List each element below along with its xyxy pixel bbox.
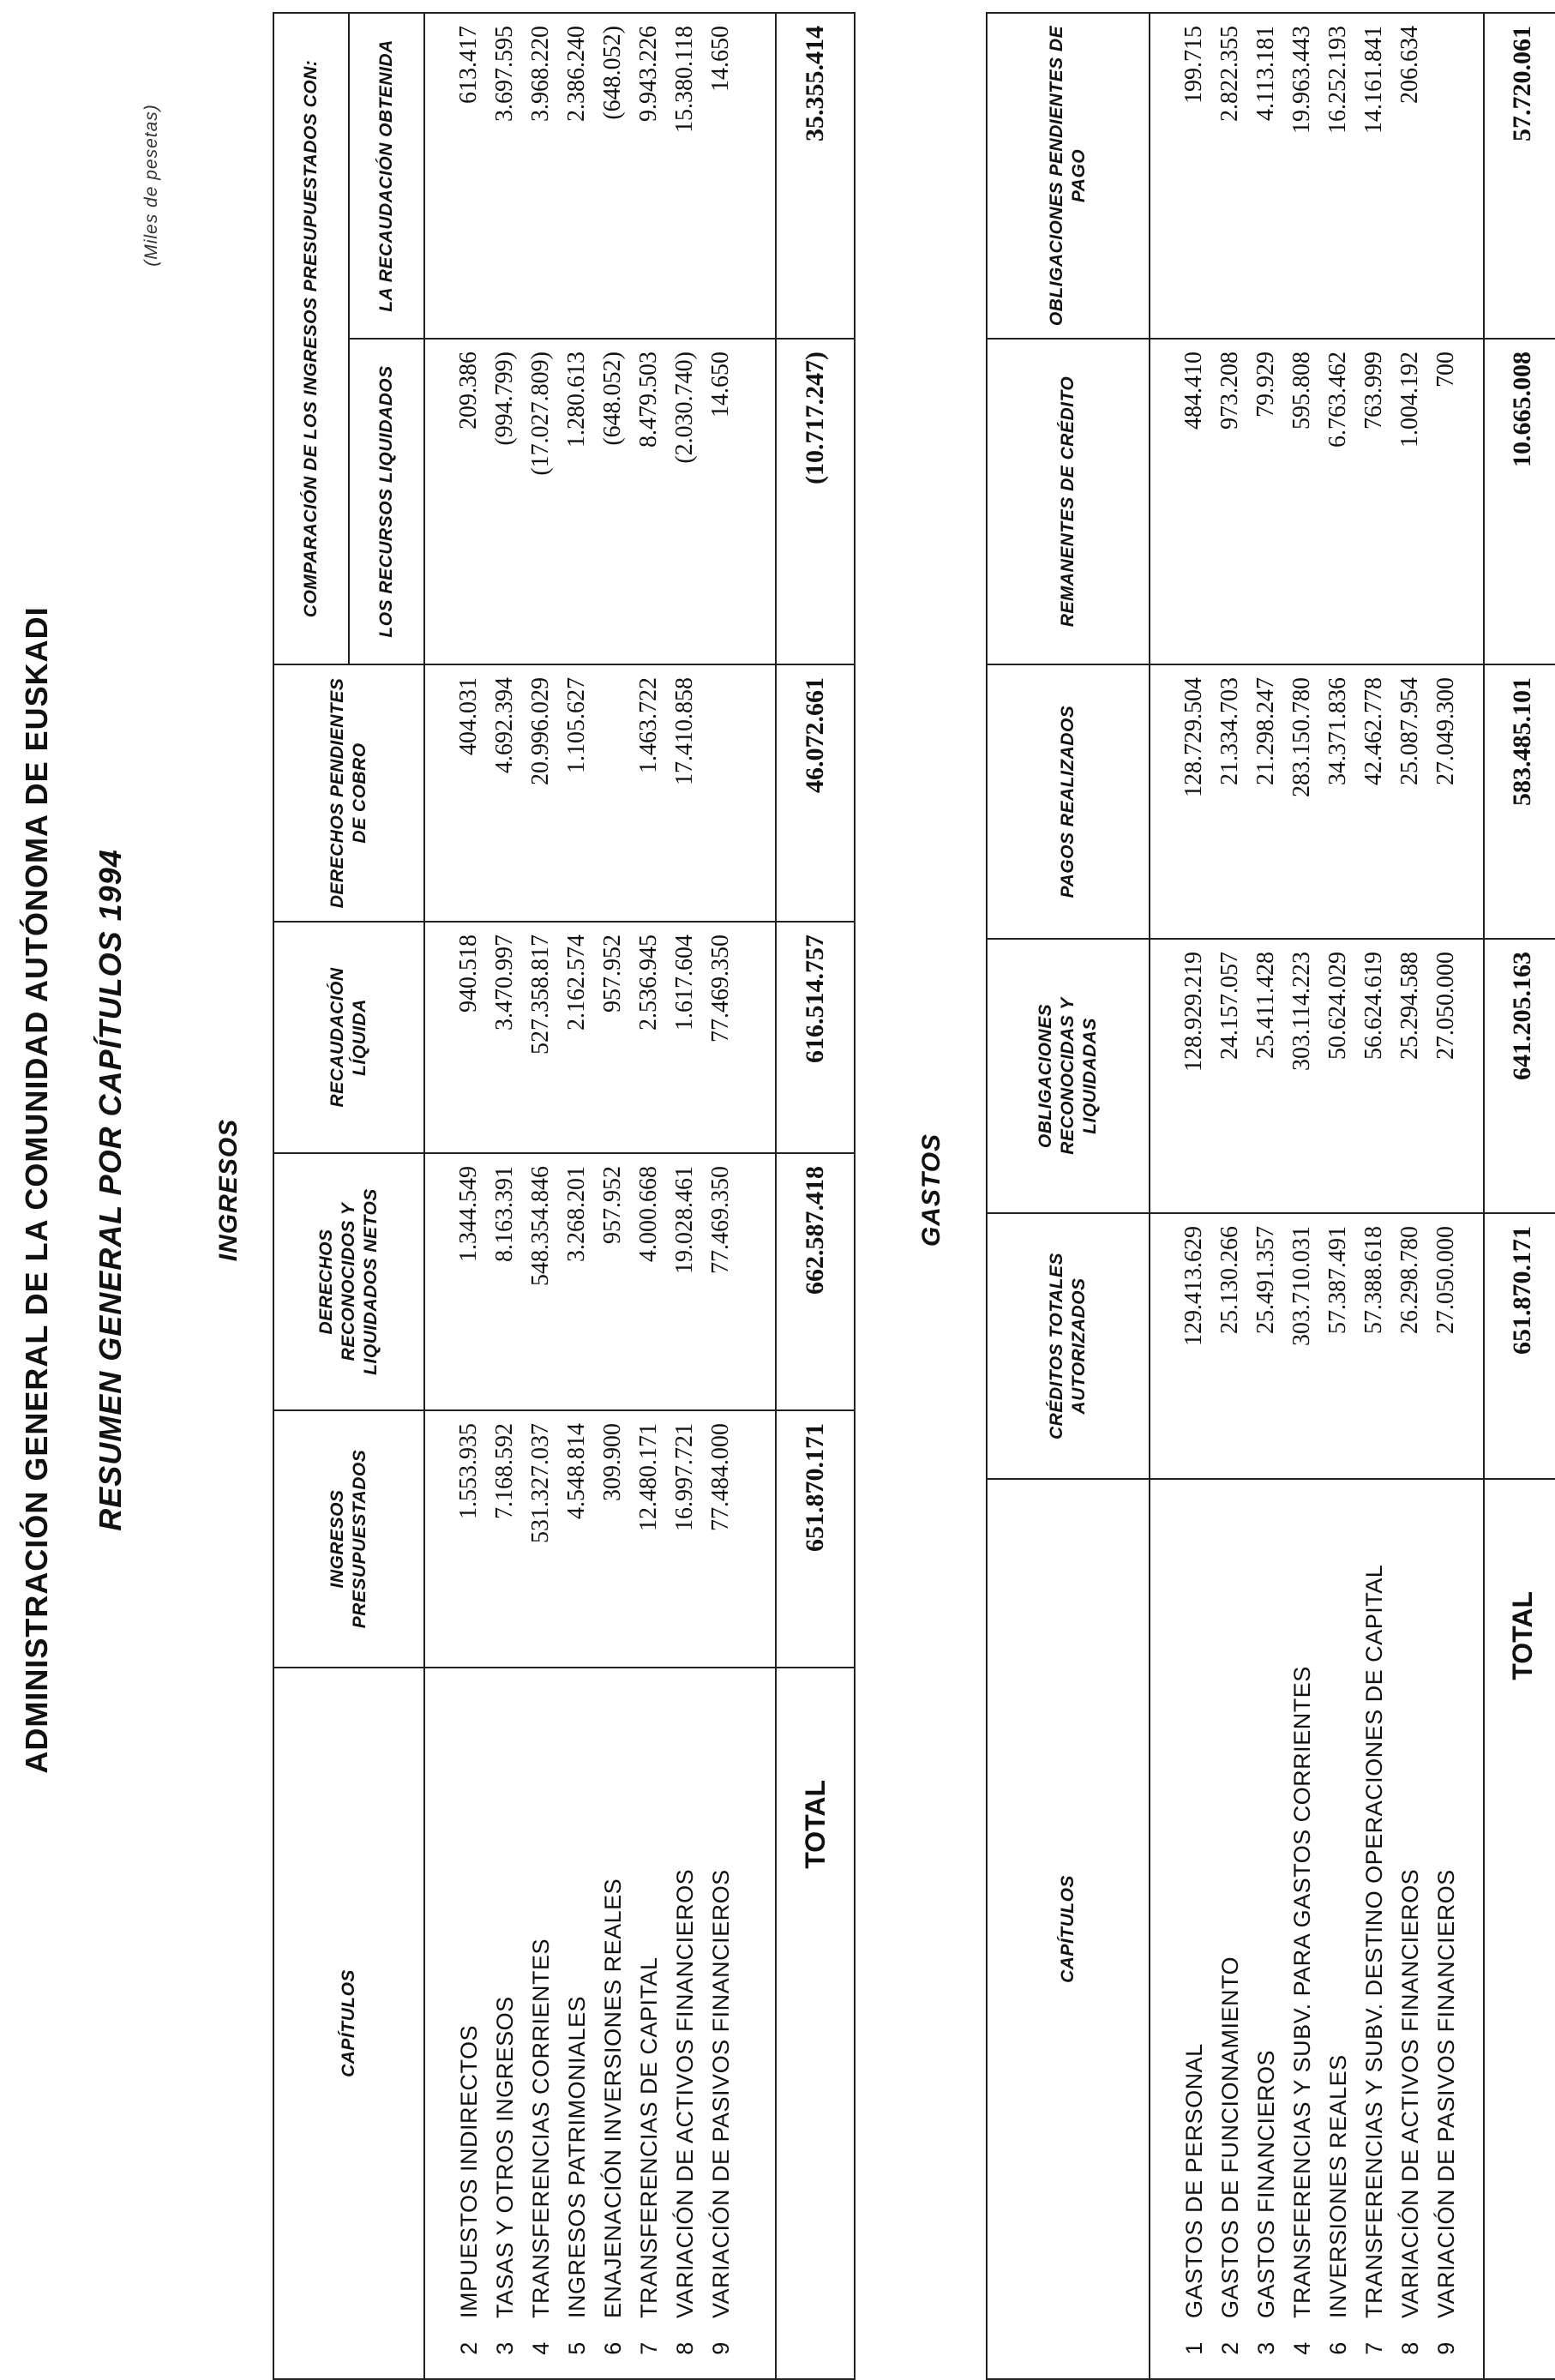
ingresos-header-comparacion: COMPARACIÓN DE LOS INGRESOS PRESUPUESTADOS CON: [273,13,349,664]
table-cell: 21.334.703 [1216,677,1243,785]
table-cell: 1.463.722 [635,677,662,773]
units-note: (Miles de pesetas) [141,104,161,267]
list-item: 7TRANSFERENCIAS Y SUBV. DESTINO OPERACIONES DE CAPITAL [1361,1564,1387,2355]
table-cell: 1.553.935 [455,1423,482,1519]
table-cell: 209.386 [455,352,482,430]
table-cell: 3.470.997 [491,935,518,1031]
list-item: 9VARIACIÓN DE PASIVOS FINANCIEROS [708,1869,734,2355]
table-cell: 16.997.721 [671,1423,698,1531]
ingresos-total-row [776,13,855,2379]
table-cell: 14.650 [707,352,734,418]
ingresos-table [273,12,856,2380]
list-item: 4TRANSFERENCIAS Y SUBV. PARA GASTOS CORRIENTES [1289,1666,1315,2355]
table-cell: 548.354.846 [527,1166,554,1286]
ingresos-total-derechos: 662.587.418 [776,1153,855,1410]
table-cell: 129.413.629 [1180,1226,1207,1346]
ingresos-total-recaudacion: 616.514.757 [776,922,855,1153]
table-cell: 57.387.491 [1324,1226,1351,1334]
table-cell: 527.358.817 [527,935,554,1055]
gastos-header-pagos: PAGOS REALIZADOS [987,664,1150,939]
table-cell: 3.268.201 [563,1166,590,1262]
table-cell: 19.963.443 [1288,26,1315,134]
table-cell: 77.484.000 [707,1423,734,1531]
table-cell: 4.548.814 [563,1423,590,1519]
table-cell: 199.715 [1180,26,1207,104]
table-cell: 2.386.240 [563,25,590,122]
list-item: 7TRANSFERENCIAS DE CAPITAL [636,1956,662,2355]
table-cell: 309.900 [599,1423,626,1501]
table-cell: (17.027.809) [527,352,554,476]
gastos-header-capitulos: CAPÍTULOS [987,1479,1150,2379]
table-cell: 2.162.574 [563,935,590,1031]
table-cell: 42.462.778 [1360,677,1387,785]
table-cell: 531.327.037 [527,1423,554,1543]
gastos-header-remanentes: REMANENTES DE CRÉDITO [987,339,1150,664]
table-cell: 79.929 [1252,352,1279,418]
table-cell: 50.624.029 [1324,952,1351,1060]
table-cell: 27.050.000 [1432,1226,1459,1334]
table-cell: 957.952 [599,935,626,1013]
table-cell: 4.113.181 [1252,26,1279,121]
table-cell: (648.052) [599,352,626,446]
gastos-section-title: GASTOS [917,1133,946,1247]
list-item: 5INGRESOS PATRIMONIALES [564,1995,590,2355]
table-cell: 7.168.592 [491,1423,518,1519]
table-cell: 77.469.350 [707,1166,734,1274]
table-cell: 34.371.836 [1324,677,1351,785]
table-cell: 4.000.668 [635,1166,662,1262]
table-cell: 24.157.057 [1216,952,1243,1060]
table-cell: 17.410.858 [671,677,698,785]
table-cell: 77.469.350 [707,935,734,1043]
table-cell: 2.822.355 [1216,26,1243,122]
table-cell: 1.344.549 [455,1166,482,1262]
table-cell: 15.380.118 [671,25,698,133]
table-cell: 973.208 [1216,352,1243,430]
ingresos-col-recursos [424,339,776,664]
table-cell: 56.624.619 [1360,952,1387,1060]
gastos-col-capitulos [1150,1479,1484,2379]
ingresos-total-recursos: (10.717.247) [776,339,855,664]
table-cell: 613.417 [455,25,482,104]
table-cell: 1.617.604 [671,935,698,1031]
table-cell: 25.491.357 [1252,1226,1279,1334]
ingresos-col-obtenida [424,13,776,339]
ingresos-total-presupuestados: 651.870.171 [776,1410,855,1668]
ingresos-total-obtenida: 35.355.414 [776,13,855,339]
list-item: 3TASAS Y OTROS INGRESOS [492,1996,518,2355]
ingresos-header-recursos: LOS RECURSOS LIQUIDADOS [349,339,424,664]
table-cell: 128.929.219 [1180,952,1207,1072]
ingresos-header-derechos: DERECHOS RECONOCIDOS Y LIQUIDADOS NETOS [273,1153,424,1410]
ingresos-header-capitulos: CAPÍTULOS [273,1668,424,2379]
table-cell [595,677,631,909]
table-cell: 404.031 [455,677,482,755]
gastos-col-remanentes [1150,339,1484,664]
table-cell: 1.004.192 [1396,352,1423,448]
table-cell: (2.030.740) [671,352,698,464]
table-cell: 19.028.461 [671,1166,698,1274]
ingresos-col-pendientes [424,664,776,922]
gastos-col-creditos [1150,1213,1484,1479]
table-cell [1428,26,1464,326]
gastos-total-label: TOTAL [1484,1479,1555,2379]
gastos-total-pagos: 583.485.101 [1484,664,1555,939]
table-cell: 25.294.588 [1396,952,1423,1060]
gastos-total-remanentes: 10.665.008 [1484,339,1555,664]
gastos-col-pagos [1150,664,1484,939]
list-item: 8VARIACIÓN DE ACTIVOS FINANCIEROS [672,1868,698,2355]
ingresos-total-pendientes: 46.072.661 [776,664,855,922]
list-item: 3GASTOS FINANCIEROS [1253,2049,1279,2355]
list-item: 9VARIACIÓN DE PASIVOS FINANCIEROS [1433,1869,1459,2355]
table-cell: 25.411.428 [1252,952,1279,1059]
ingresos-section-title: INGRESOS [214,1118,243,1262]
table-cell: 128.729.504 [1180,677,1207,797]
table-cell: 763.999 [1360,352,1387,430]
ingresos-header-presupuestados: INGRESOS PRESUPUESTADOS [273,1410,424,1668]
table-cell: 25.130.266 [1216,1226,1243,1334]
gastos-header-obligaciones: OBLIGACIONES RECONOCIDAS Y LIQUIDADAS [987,939,1150,1213]
gastos-total-obligaciones: 641.205.163 [1484,939,1555,1213]
table-cell: 26.298.780 [1396,1226,1423,1334]
table-cell: 25.087.954 [1396,677,1423,785]
table-cell: 303.710.031 [1288,1226,1315,1346]
gastos-header-pendientes: OBLIGACIONES PENDIENTES DE PAGO [987,13,1150,339]
table-cell: 4.692.394 [491,677,518,773]
table-cell: 1.280.613 [563,352,590,448]
gastos-col-pendientes [1150,13,1484,339]
page-subtitle: RESUMEN GENERAL POR CAPÍTULOS 1994 [93,849,128,1531]
ingresos-header-obtenida: LA RECAUDACIÓN OBTENIDA [349,13,424,339]
page-title: ADMINISTRACIÓN GENERAL DE LA COMUNIDAD AUTÓNOMA DE EUSKADI [19,606,54,1774]
ingresos-header-pendientes: DERECHOS PENDIENTES DE COBRO [273,664,424,922]
table-cell: 27.050.000 [1432,952,1459,1060]
table-cell: 595.808 [1288,352,1315,430]
list-item: 4TRANSFERENCIAS CORRIENTES [528,1938,554,2355]
table-cell: 3.697.595 [491,25,518,122]
table-cell: 957.952 [599,1166,626,1244]
table-cell: 206.634 [1396,26,1423,104]
table-cell: 12.480.171 [635,1423,662,1531]
list-item: 1GASTOS DE PERSONAL [1181,2043,1207,2355]
list-item: 6ENAJENACIÓN INVERSIONES REALES [600,1878,626,2355]
table-cell: 14.650 [707,25,734,92]
table-cell: 6.763.462 [1324,352,1351,448]
table-cell: 3.968.220 [527,25,554,122]
list-item: 8VARIACIÓN DE ACTIVOS FINANCIEROS [1397,1868,1423,2355]
table-cell: 940.518 [455,935,482,1013]
ingresos-col-capitulos [424,1668,776,2379]
list-item: 2GASTOS DE FUNCIONAMIENTO [1217,1956,1243,2355]
gastos-header-creditos: CRÉDITOS TOTALES AUTORIZADOS [987,1213,1150,1479]
table-cell: 303.114.223 [1288,952,1315,1071]
ingresos-col-derechos [424,1153,776,1410]
table-cell [703,677,739,909]
gastos-table [986,12,1555,2380]
ingresos-total-label: TOTAL [776,1668,855,2379]
table-cell: 700 [1432,352,1459,388]
gastos-total-row [1484,13,1555,2379]
table-cell: 2.536.945 [635,935,662,1031]
list-item: 2IMPUESTOS INDIRECTOS [456,2024,482,2355]
table-cell: (994.799) [491,352,518,446]
table-cell: 9.943.226 [635,25,662,122]
table-cell: 8.479.503 [635,352,662,448]
gastos-col-obligaciones [1150,939,1484,1213]
ingresos-header-recaudacion: RECAUDACIÓN LÍQUIDA [273,922,424,1153]
table-cell: 57.388.618 [1360,1226,1387,1334]
table-cell: 20.996.029 [527,677,554,785]
table-cell: 27.049.300 [1432,677,1459,785]
ingresos-col-presupuestados [424,1410,776,1668]
list-item: 6INVERSIONES REALES [1325,2054,1351,2355]
gastos-total-pendientes: 57.720.061 [1484,13,1555,339]
ingresos-col-recaudacion [424,922,776,1153]
table-cell: 283.150.780 [1288,677,1315,797]
table-cell: 16.252.193 [1324,26,1351,134]
table-cell: 21.298.247 [1252,677,1279,785]
table-cell: 14.161.841 [1360,26,1387,134]
table-cell: 484.410 [1180,352,1207,430]
table-cell: (648.052) [599,25,626,120]
gastos-total-creditos: 651.870.171 [1484,1213,1555,1479]
table-cell: 8.163.391 [491,1166,518,1262]
table-cell: 1.105.627 [563,677,590,773]
